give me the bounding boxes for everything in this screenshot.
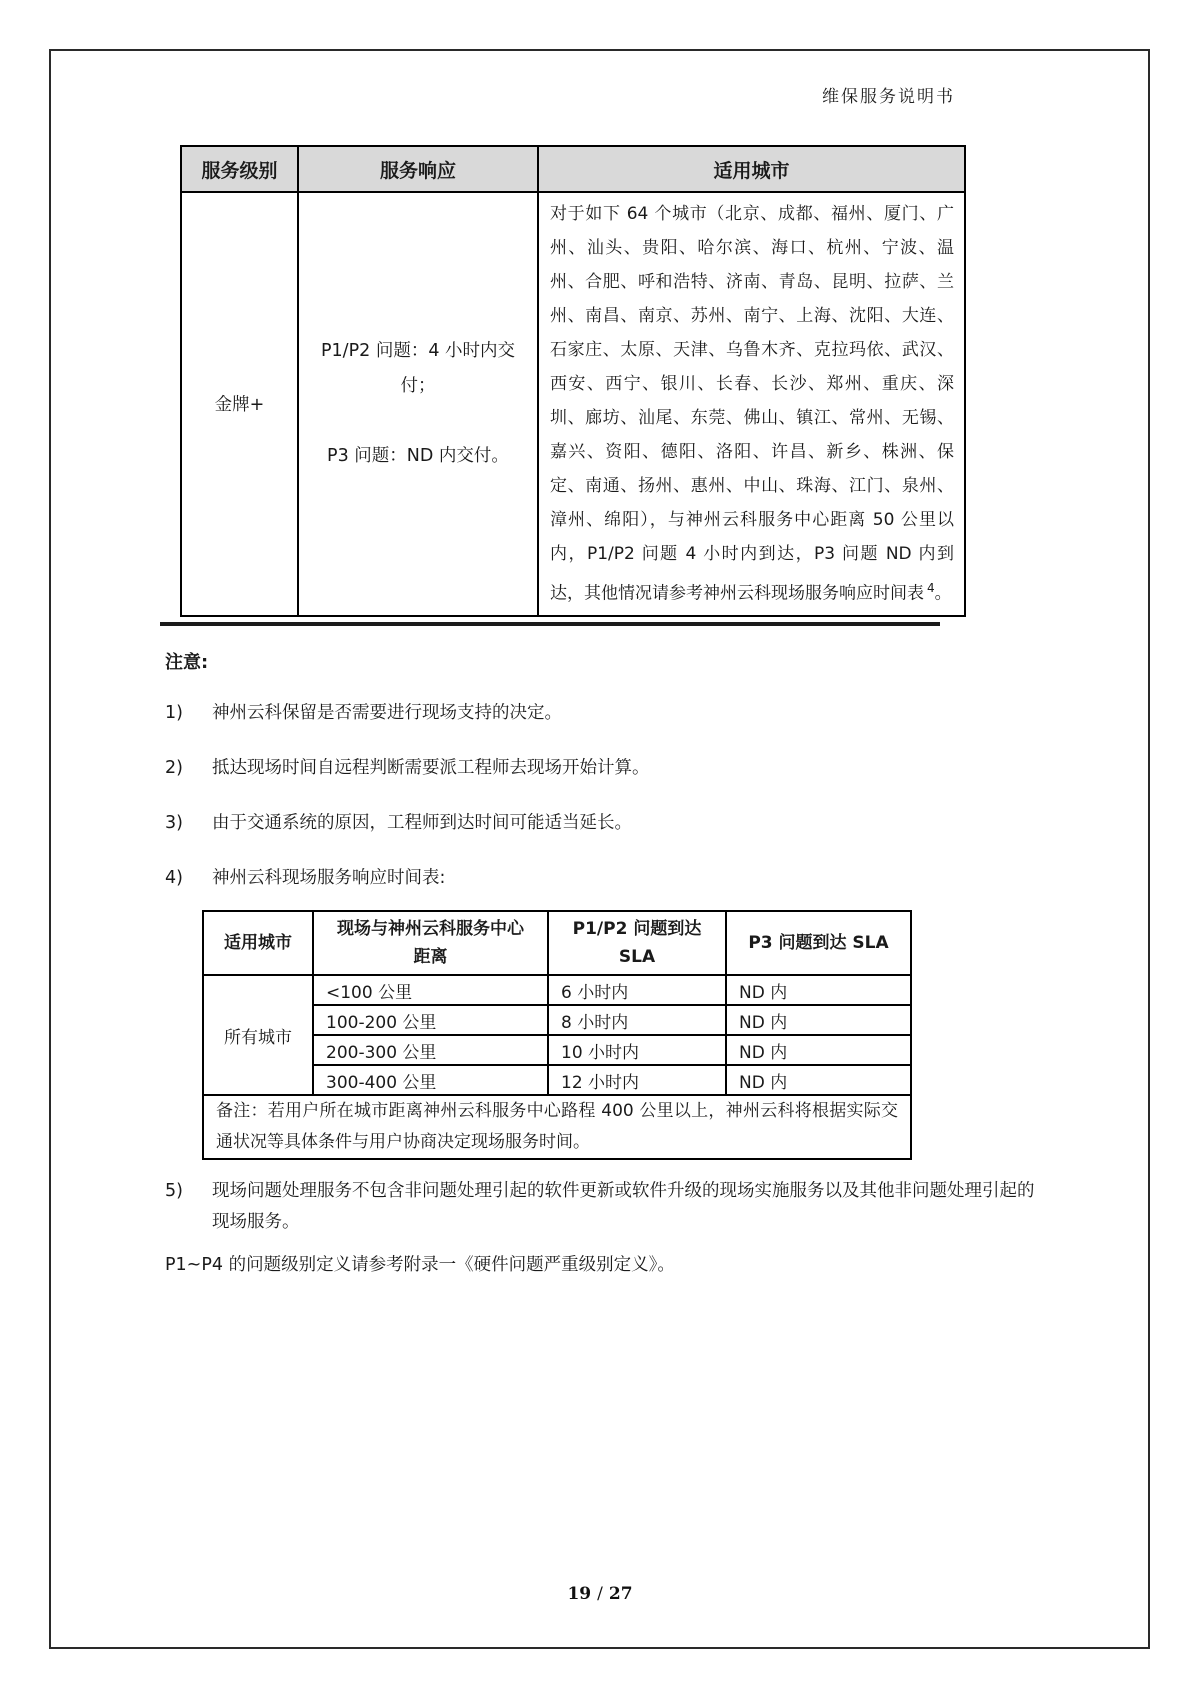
note-item-number: 3) (165, 813, 183, 833)
page-number-separator: / (597, 1584, 603, 1604)
note-item-5 (165, 1176, 1043, 1238)
sla-distance-cell: 100-200 公里 (313, 1005, 548, 1035)
sla-header-p12-line1: P1/P2 问题到达 (572, 919, 702, 939)
sla-p12-cell: 10 小时内 (548, 1035, 726, 1065)
sla-p12-cell: 12 小时内 (548, 1065, 726, 1095)
note-item-text: 抵达现场时间自远程判断需要派工程师去现场开始计算。 (212, 758, 650, 778)
sla-header-scope (203, 911, 313, 975)
page-number-total: 27 (608, 1584, 633, 1604)
sla-distance-cell: <100 公里 (313, 975, 548, 1005)
note-item-1 (165, 698, 1043, 729)
sla-header-p3 (726, 911, 911, 975)
note-item-number: 2) (165, 758, 183, 778)
notes-section (165, 648, 1043, 1280)
note-item-2 (165, 753, 1043, 784)
document-header-title: 维保服务说明书 (822, 87, 955, 107)
sla-table-note: 备注：若用户所在城市距离神州云科服务中心路程 400 公里以上，神州云科将根据实际交通状况等具体条件与用户协商决定现场服务时间。 (203, 1095, 911, 1159)
service-response-p12: P1/P2 问题：4 小时内交付； (320, 340, 516, 396)
note-item-number: 1) (165, 703, 183, 723)
sla-p3-cell: ND 内 (726, 1065, 911, 1095)
service-response-cell (298, 192, 538, 616)
note-item-number: 4) (165, 868, 183, 888)
sla-distance-cell: 300-400 公里 (313, 1065, 548, 1095)
notes-title: 注意: (165, 652, 209, 673)
note-item-text: 神州云科现场服务响应时间表: (212, 868, 446, 888)
page-footer (0, 1584, 1200, 1604)
note-item-3 (165, 808, 1043, 839)
sla-p3-cell: ND 内 (726, 1035, 911, 1065)
sla-scope-cell: 所有城市 (203, 975, 313, 1095)
note-item-text: 由于交通系统的原因，工程师到达时间可能适当延长。 (212, 813, 632, 833)
note-item-4 (165, 863, 1043, 894)
sla-header-distance-line2: 距离 (413, 947, 448, 967)
service-table-header-level: 服务级别 (181, 146, 298, 192)
sla-p12-cell: 6 小时内 (548, 975, 726, 1005)
sla-header-distance-line1: 现场与神州云科服务中心 (337, 919, 524, 939)
service-response-p3: P3 问题：ND 内交付。 (327, 445, 509, 466)
note-item-text: 神州云科保留是否需要进行现场支持的决定。 (212, 703, 562, 723)
note-item-text: 现场问题处理服务不包含非问题处理引起的软件更新或软件升级的现场实施服务以及其他非问题处理引起的现场服务。 (212, 1181, 1035, 1232)
sla-header-scope-line: 适用城市 (224, 933, 292, 953)
footnote-marker: 4 (927, 581, 935, 595)
sla-header-p12 (548, 911, 726, 975)
applicable-cities-period: 。 (934, 583, 952, 604)
sla-response-table (202, 910, 912, 1160)
sla-distance-cell: 200-300 公里 (313, 1035, 548, 1065)
sla-p3-cell: ND 内 (726, 975, 911, 1005)
service-table-row (181, 192, 965, 616)
applicable-cities-text: 对于如下 64 个城市（北京、成都、福州、厦门、广州、汕头、贵阳、哈尔滨、海口、杭州、宁波、温州、合肥、呼和浩特、济南、青岛、昆明、拉萨、兰州、南昌、南京、苏州、南宁、上海、沈阳、大连、石家庄、太原、天津、乌鲁木齐、克拉玛依、武汉、西安、西宁、银川、长春、长沙、郑州、重庆、深圳、廊坊、汕尾、东莞、佛山、镇江、常州、无锡、嘉兴、资阳、德阳、洛阳、许昌、新乡、株洲、保定、南通、扬州、惠州、中山、珠海、江门、泉州、漳州、绵阳），与神州云科服务中心距离 50 公里以内，P1/P2 问题 4 小时内到达，P3 问题 ND 内到达，其他情况请参考神州云科现场服务响应时间表 (550, 204, 954, 604)
service-table-header-row (181, 146, 965, 192)
page-number-current: 19 (567, 1584, 592, 1604)
sla-header-p12-line2: SLA (618, 947, 656, 967)
applicable-cities-cell (538, 192, 965, 616)
sla-header-p3-line: P3 问题到达 SLA (748, 933, 889, 953)
note-item-number: 5) (165, 1181, 183, 1201)
sla-table-note-row (203, 1095, 911, 1159)
sla-header-distance (313, 911, 548, 975)
service-table-header-response: 服务响应 (298, 146, 538, 192)
sla-p3-cell: ND 内 (726, 1005, 911, 1035)
section-divider-rule (160, 622, 940, 626)
service-level-value: 金牌+ (181, 192, 298, 616)
service-level-table (180, 145, 966, 617)
sla-p12-cell: 8 小时内 (548, 1005, 726, 1035)
closing-reference-line: P1~P4 的问题级别定义请参考附录一《硬件问题严重级别定义》。 (165, 1255, 675, 1275)
sla-table-header-row (203, 911, 911, 975)
sla-table-row (203, 975, 911, 1005)
service-table-header-cities: 适用城市 (538, 146, 965, 192)
